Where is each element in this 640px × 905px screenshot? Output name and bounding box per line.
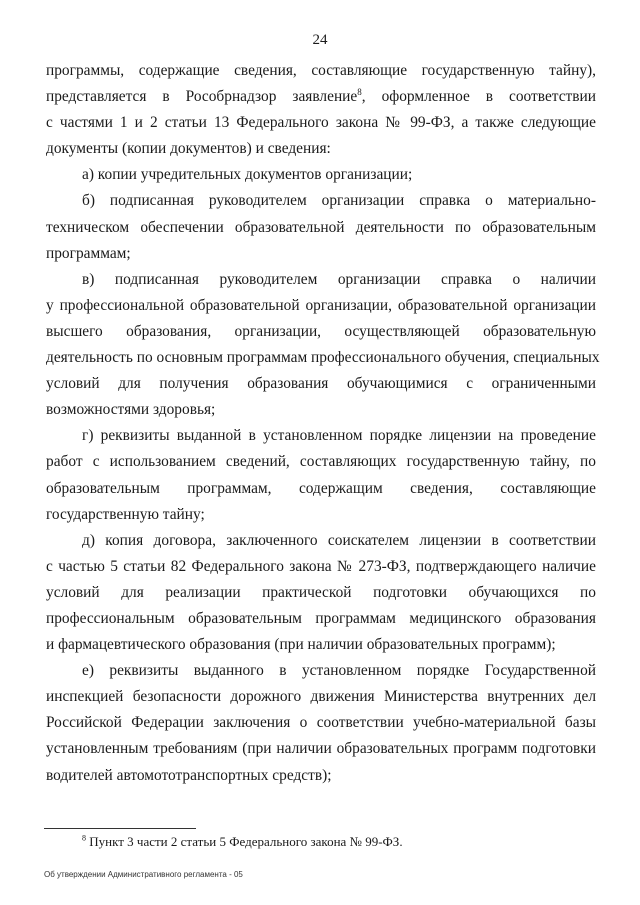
text-line: е) реквизиты выданного в установленном порядке Государственной (82, 662, 596, 680)
text-line: образовательным программам, содержащим сведения, составляющие (46, 479, 596, 497)
text-line: в) подписанная руководителем организации справка о наличии (82, 270, 596, 288)
text-line: высшего образования, организации, осуществляющей образовательную (46, 322, 596, 340)
text-line: профессиональным образовательным программам медицинского образования (46, 609, 596, 627)
text-line: б) подписанная руководителем организации справка о материально- (82, 192, 596, 210)
footnote-reference: 8 (357, 86, 362, 97)
footnote (82, 834, 403, 850)
text-line: программам; (46, 244, 131, 262)
page-number: 24 (312, 32, 328, 48)
footnote-text: Пункт 3 части 2 статьи 5 Федерального закона № 99-ФЗ. (86, 834, 403, 849)
text-line: и фармацевтического образования (при наличии образовательных программ); (46, 636, 556, 654)
text-line: деятельность по основным программам профессионального обучения, специальных (46, 349, 600, 367)
text-line: программы, содержащие сведения, составляющие государственную тайну), (46, 62, 596, 79)
text-line: инспекцией безопасности дорожного движения Министерства внутренних дел (46, 688, 596, 706)
text-line: д) копия договора, заключенного соискателем лицензии в соответствии (82, 531, 596, 549)
text-line: документы (копии документов) и сведения: (46, 140, 331, 158)
text-line: у профессиональной образовательной организации, образовательной организации (46, 296, 596, 314)
text-line: водителей автомототранспортных средств); (46, 766, 332, 784)
text-line (46, 84, 596, 110)
text-line: с частью 5 статьи 82 Федерального закона № 273-ФЗ, подтверждающего наличие (46, 557, 596, 575)
text-line: работ с использованием сведений, составляющих государственную тайну, по (46, 453, 596, 471)
text-line: с частями 1 и 2 статьи 13 Федерального закона № 99-ФЗ, а также следующие (46, 114, 596, 132)
footnote-marker: 8 (82, 833, 86, 843)
text-line: г) реквизиты выданной в установленном порядке лицензии на проведение (82, 427, 596, 445)
text-line: установленным требованиям (при наличии образовательных программ подготовки (46, 740, 596, 758)
text-line: условий для получения образования обучающимися с ограниченными (46, 375, 596, 393)
text-span: , оформленное в соответствии (361, 88, 596, 106)
footnote-divider (44, 828, 196, 829)
text-line: возможностями здоровья; (46, 401, 216, 419)
text-line: условий для реализации практической подготовки обучающихся по (46, 583, 596, 601)
text-line: техническом обеспечении образовательной деятельности по образовательным (46, 218, 596, 236)
page-footer: Об утверждении Административного регламента - 05 (44, 870, 243, 879)
text-line: а) копии учредительных документов организации; (82, 166, 413, 184)
text-line: государственную тайну; (46, 505, 205, 523)
text-line: Российской Федерации заключения о соответствии учебно-материальной базы (46, 714, 596, 732)
text-span: представляется в Рособрнадзор заявление (46, 88, 358, 106)
document-body (46, 58, 600, 789)
